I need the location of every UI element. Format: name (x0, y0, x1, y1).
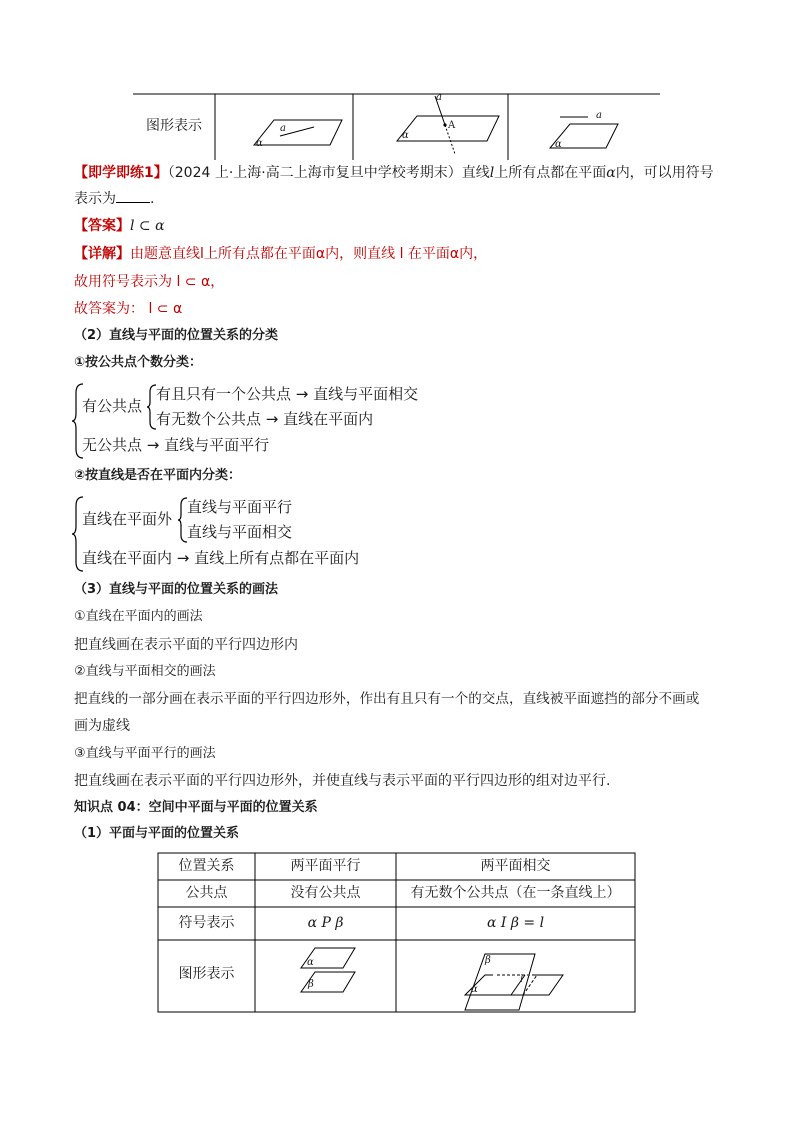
answer-value: l ⊂ α (130, 218, 165, 234)
has-common: 有公共点 (82, 397, 143, 415)
detail-tag: 【详解】 (74, 246, 130, 262)
method2-text-1: 把直线的一部分画在表示平面的平行四边形外，作出有且只有一个的交点，直线被平面遮挡的部分不画或 (74, 691, 700, 707)
fig2-label-A: A (448, 120, 456, 131)
method1-title: ①直线在平面内的画法 (74, 609, 203, 624)
row-symbol-label: 符号表示 (178, 915, 235, 931)
row-symbol-parallel: α P β (307, 915, 344, 931)
outside-intersect: 直线与平面相交 (187, 523, 293, 541)
method2-text-2: 画为虚线 (74, 718, 130, 734)
detail-line2: 故用符号表示为 l ⊂ α， (74, 274, 225, 290)
outside-plane: 直线在平面外 (82, 510, 173, 528)
outside-parallel: 直线与平面平行 (187, 498, 293, 516)
detail-line1: 【详解】由题意直线l上所有点都在平面α内，则直线 l 在平面α内， (74, 246, 488, 262)
fig-parallel-alpha: α (307, 957, 314, 968)
row-common-label: 公共点 (185, 885, 228, 901)
exercise-line2: 表示为 . (74, 188, 154, 209)
exercise-source: （2024 上·上海·高二上海市复旦中学校考期末） (167, 165, 462, 181)
header-intersect: 两平面相交 (480, 858, 551, 874)
only-one-common: 有且只有一个公共点 → 直线与平面相交 (156, 385, 419, 403)
section3-title: （3）直线与平面的位置关系的画法 (74, 582, 279, 597)
by-inside-title: ②按直线是否在平面内分类： (74, 468, 242, 483)
fig-intersect-l: l (520, 974, 524, 985)
detail-line3: 故答案为： l ⊂ α (74, 301, 183, 317)
fig-intersect-beta: β (485, 955, 491, 966)
kp04-title: 知识点 04：空间中平面与平面的位置关系 (74, 800, 318, 815)
fig-parallel-beta: β (308, 979, 314, 990)
top-table-row-label: 图形表示 (146, 118, 202, 134)
exercise-line1: 【即学即练1】（2024 上·上海·高二上海市复旦中学校考期末）直线l上所有点都在平面α内，可以用符号 (74, 165, 714, 181)
figure-intersecting-planes (463, 942, 573, 1012)
row-common-intersect: 有无数个公共点（在一条直线上） (410, 885, 621, 901)
fig1-label-a: a (280, 123, 286, 134)
fig2-label-a: a (436, 92, 442, 103)
row-figure-label: 图形表示 (178, 966, 235, 982)
fig2-label-alpha: α (402, 130, 409, 141)
section2-title: （2）直线与平面的位置关系的分类 (74, 328, 279, 343)
method3-text: 把直线画在表示平面的平行四边形外，并使直线与表示平面的平行四边形的组对边平行. (74, 773, 611, 789)
inside-plane: 直线在平面内 → 直线上所有点都在平面内 (82, 549, 360, 567)
header-relation: 位置关系 (178, 858, 235, 874)
method1-text: 把直线画在表示平面的平行四边形内 (74, 637, 298, 653)
header-parallel: 两平面平行 (290, 858, 361, 874)
answer-tag: 【答案】 (74, 218, 130, 234)
fig-intersect-alpha: α (471, 984, 478, 995)
kp04-sub: （1）平面与平面的位置关系 (74, 826, 240, 841)
fig3-label-alpha: α (555, 139, 562, 150)
fig1-label-alpha: α (256, 138, 263, 149)
method3-title: ③直线与平面平行的画法 (74, 746, 216, 761)
exercise-tag: 【即学即练1】 (74, 165, 168, 181)
fig3-label-a: a (596, 110, 602, 121)
no-common: 无公共点 → 直线与平面平行 (82, 436, 270, 454)
method2-title: ②直线与平面相交的画法 (74, 664, 216, 679)
row-common-parallel: 没有公共点 (290, 885, 361, 901)
by-common-title: ①按公共点个数分类： (74, 355, 203, 370)
row-symbol-intersect: α I β = l (486, 915, 545, 931)
infinite-common: 有无数个公共点 → 直线在平面内 (156, 410, 374, 428)
